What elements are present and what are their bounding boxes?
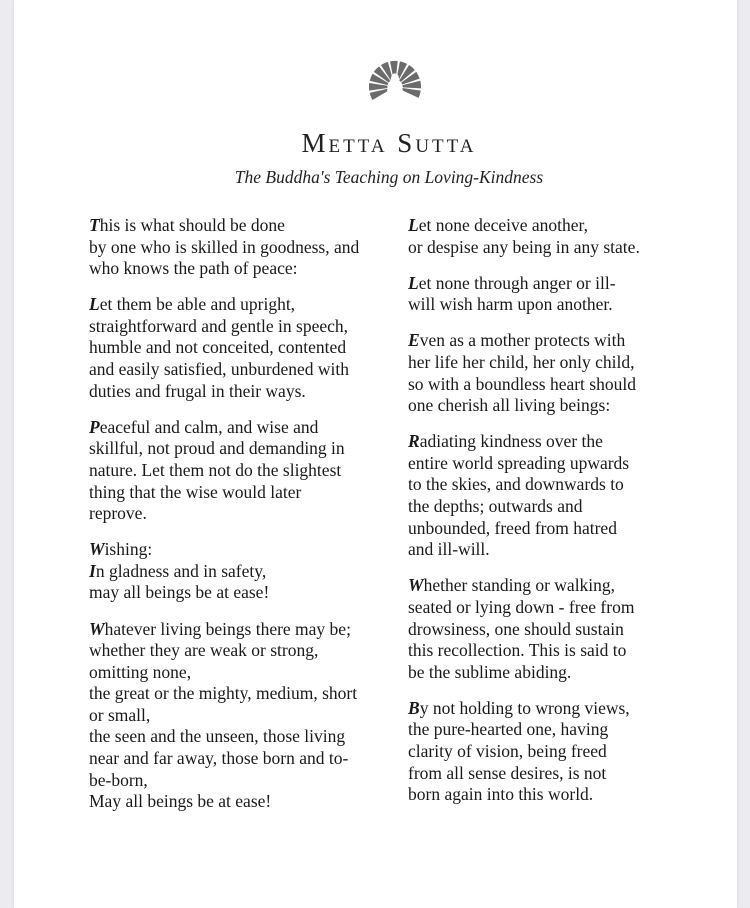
- verse-line: [408, 518, 708, 540]
- line-text: duties and frugal in their ways.: [89, 380, 306, 401]
- line-text: humble and not conceited, contented: [89, 337, 347, 358]
- line-text: unbounded, freed from hatred: [408, 517, 617, 538]
- stanza: [89, 417, 389, 525]
- line-text: seated or lying down - free from: [408, 596, 635, 617]
- initial-letter: R: [408, 431, 420, 452]
- line-text: one cherish all living beings:: [408, 395, 611, 416]
- line-text: near and far away, those born and to-: [89, 748, 349, 769]
- verse-line: [89, 237, 389, 259]
- line-text: the seen and the unseen, those living: [89, 726, 346, 747]
- verse-line: [89, 503, 389, 525]
- line-text: nature. Let them not do the slightest: [89, 459, 342, 480]
- verse-line: [408, 539, 708, 561]
- initial-letter: L: [408, 215, 419, 235]
- verse-line: [408, 662, 708, 684]
- line-text: or small,: [89, 704, 151, 725]
- line-text: hatever living beings there may be;: [104, 618, 351, 639]
- initial-letter: W: [408, 575, 424, 596]
- verse-line: [89, 640, 389, 662]
- line-text: reprove.: [89, 503, 147, 524]
- verse-line: [89, 662, 389, 684]
- verse-line: [89, 791, 389, 813]
- initial-letter: W: [89, 539, 105, 560]
- verse-line: [408, 431, 708, 453]
- line-text: and ill-will.: [408, 539, 490, 560]
- page-subtitle: The Buddha's Teaching on Loving-Kindness: [234, 167, 544, 187]
- verse-line: [89, 258, 389, 280]
- verse-line: [408, 640, 708, 662]
- left-column: [89, 215, 389, 827]
- verse-line: [89, 561, 389, 583]
- line-text: her life her child, her only child,: [408, 351, 635, 372]
- line-text: thing that the wise would later: [89, 481, 302, 502]
- stanza: [408, 273, 708, 316]
- line-text: drowsiness, one should sustain: [408, 618, 624, 639]
- verse-line: [408, 784, 708, 806]
- line-text: eaceful and calm, and wise and: [99, 416, 319, 437]
- verse-line: [408, 575, 708, 597]
- verse-line: [408, 763, 708, 785]
- verse-line: [89, 705, 389, 727]
- line-text: may all beings be at ease!: [89, 582, 270, 603]
- verse-line: [408, 474, 708, 496]
- verse-line: [408, 741, 708, 763]
- stanza: [89, 539, 389, 604]
- verse-line: [408, 395, 708, 417]
- buddha-fan-logo-icon: [366, 58, 424, 112]
- line-text: or despise any being in any state.: [408, 236, 640, 257]
- verse-line: [89, 381, 389, 403]
- verse-line: [408, 496, 708, 518]
- line-text: n gladness and in safety,: [95, 560, 267, 581]
- line-text: May all beings be at ease!: [89, 791, 272, 812]
- initial-letter: L: [408, 272, 419, 293]
- verse-line: [89, 582, 389, 604]
- line-text: born again into this world.: [408, 784, 594, 805]
- verse-line: [89, 215, 389, 237]
- verse-line: [408, 273, 708, 295]
- line-text: omitting none,: [89, 661, 192, 682]
- initial-letter: E: [408, 330, 420, 351]
- line-text: so with a boundless heart should: [408, 373, 636, 394]
- stanza: [408, 215, 708, 258]
- verse-line: [408, 374, 708, 396]
- line-text: clarity of vision, being freed: [408, 740, 607, 761]
- verse-line: [408, 237, 708, 259]
- line-text: skillful, not proud and demanding in: [89, 438, 345, 459]
- logo-ray: [370, 89, 389, 100]
- line-text: the great or the mighty, medium, short: [89, 683, 358, 704]
- line-text: the pure-hearted one, having: [408, 719, 609, 740]
- line-text: the depths; outwards and: [408, 496, 583, 517]
- line-text: be-born,: [89, 769, 148, 790]
- line-text: et none through anger or ill-: [418, 272, 616, 293]
- stanza: [408, 698, 708, 806]
- line-text: to the skies, and downwards to: [408, 474, 624, 495]
- verse-line: [89, 460, 389, 482]
- line-text: et them be able and upright,: [99, 294, 296, 315]
- line-text: ishing:: [104, 539, 153, 560]
- stanza: [89, 294, 389, 402]
- verse-line: [89, 683, 389, 705]
- verse-line: [89, 748, 389, 770]
- initial-letter: L: [89, 294, 100, 315]
- verse-line: [408, 453, 708, 475]
- verse-line: [89, 726, 389, 748]
- line-text: will wish harm upon another.: [408, 294, 613, 315]
- line-text: by one who is skilled in goodness, and: [89, 236, 360, 257]
- initial-letter: B: [408, 697, 420, 718]
- line-text: his is what should be done: [99, 215, 285, 235]
- stanza: [89, 619, 389, 813]
- verse-line: [89, 337, 389, 359]
- verse-line: [89, 619, 389, 641]
- line-text: entire world spreading upwards: [408, 452, 630, 473]
- line-text: from all sense desires, is not: [408, 762, 607, 783]
- verse-line: [408, 330, 708, 352]
- line-text: et none deceive another,: [418, 215, 589, 235]
- stanza: [408, 431, 708, 561]
- stanza: [408, 330, 708, 416]
- verse-line: [89, 316, 389, 338]
- verse-line: [408, 352, 708, 374]
- right-column: [408, 215, 708, 820]
- verse-line: [89, 770, 389, 792]
- verse-line: [89, 294, 389, 316]
- line-text: be the sublime abiding.: [408, 661, 572, 682]
- line-text: and easily satisfied, unburdened with: [89, 359, 350, 380]
- verse-line: [408, 597, 708, 619]
- line-text: whether they are weak or strong,: [89, 640, 319, 661]
- line-text: adiating kindness over the: [419, 431, 603, 452]
- logo-ray: [402, 88, 421, 98]
- verse-line: [408, 698, 708, 720]
- verse-line: [89, 482, 389, 504]
- initial-letter: P: [89, 416, 100, 437]
- stanza: [408, 575, 708, 683]
- verse-line: [89, 417, 389, 439]
- verse-line: [408, 294, 708, 316]
- verse-line: [89, 539, 389, 561]
- line-text: hether standing or walking,: [423, 575, 616, 596]
- line-text: y not holding to wrong views,: [419, 697, 630, 718]
- line-text: this recollection. This is said to: [408, 640, 627, 661]
- page-title: Metta Sutta: [301, 128, 477, 158]
- verse-line: [408, 619, 708, 641]
- initial-letter: W: [89, 618, 105, 639]
- line-text: straightforward and gentle in speech,: [89, 315, 349, 336]
- line-text: who knows the path of peace:: [89, 258, 298, 279]
- verse-line: [89, 438, 389, 460]
- line-text: ven as a mother protects with: [419, 330, 626, 351]
- initial-letter: I: [89, 560, 96, 581]
- verse-line: [89, 359, 389, 381]
- stanza: [89, 215, 389, 280]
- initial-letter: T: [89, 215, 100, 235]
- verse-line: [408, 215, 708, 237]
- verse-line: [408, 719, 708, 741]
